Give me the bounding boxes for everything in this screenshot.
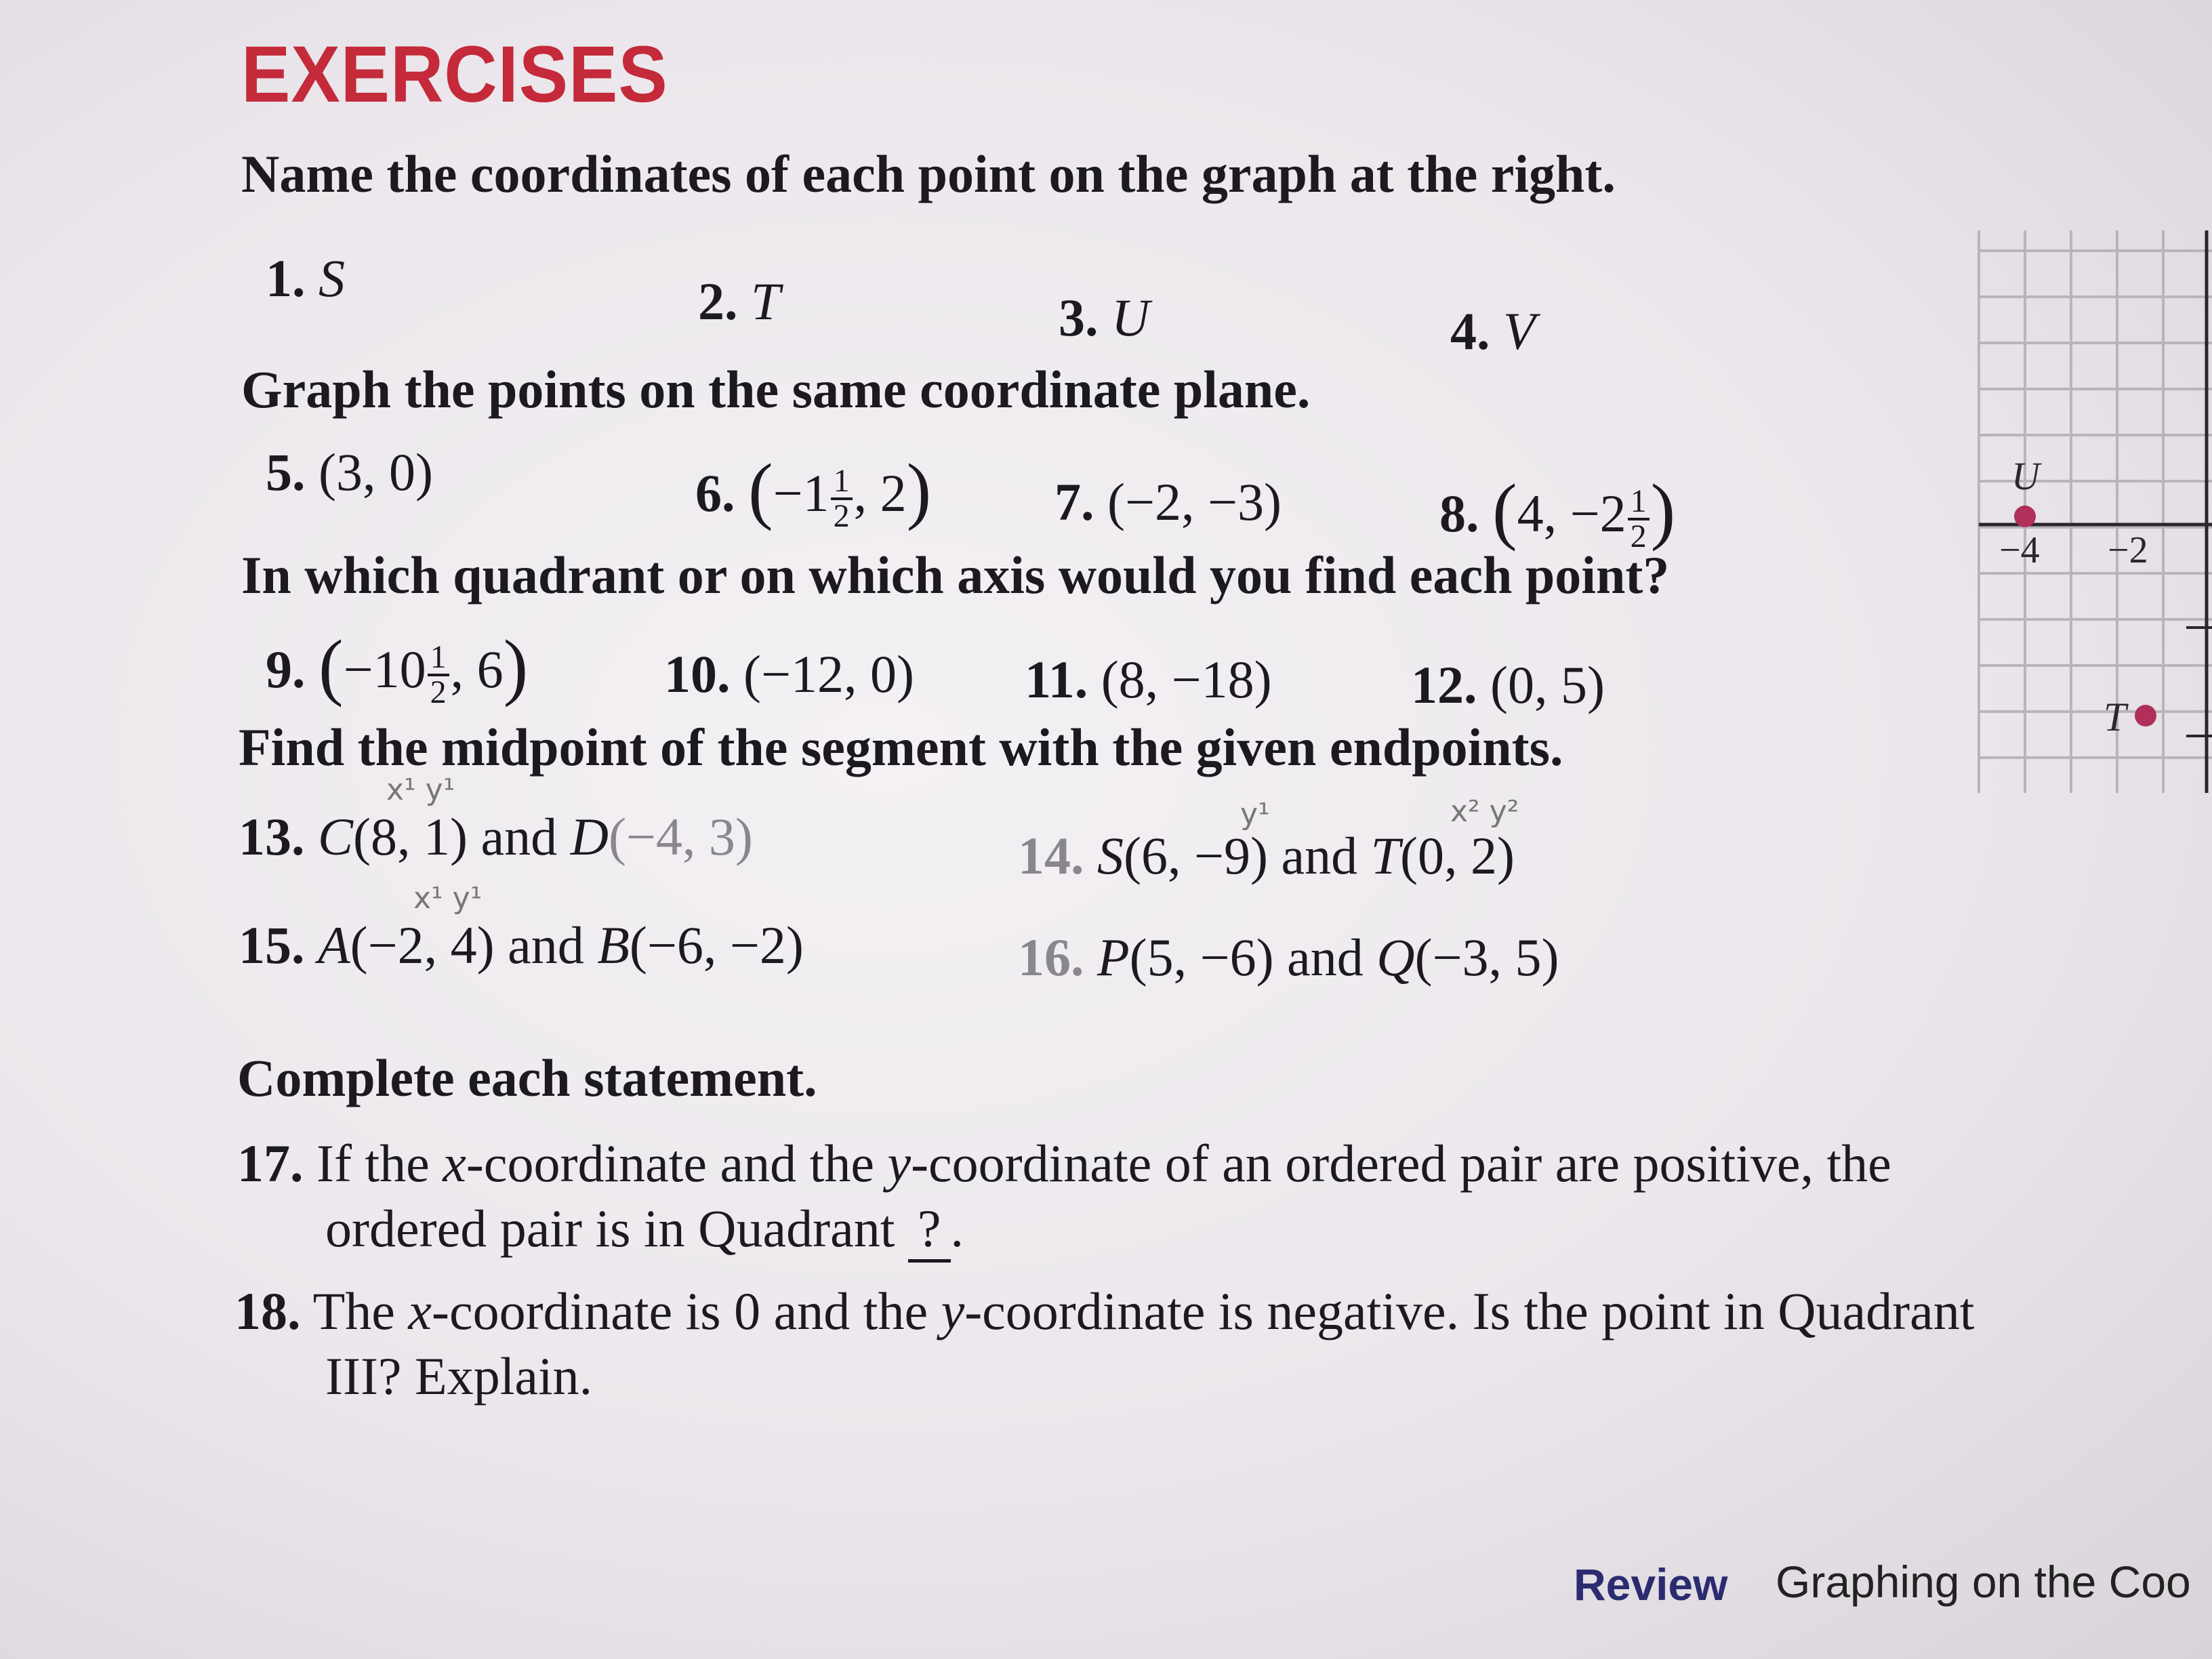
point-label: S (319, 249, 345, 308)
instruction-quadrant: In which quadrant or on which axis would you find each point? (241, 546, 1670, 605)
close-paren: ) (906, 449, 932, 531)
whole-part: −10 (343, 640, 426, 699)
coordinate-grid (1965, 224, 2212, 820)
answer-blank: ? (908, 1198, 951, 1263)
exercise-number: 1. (266, 249, 306, 308)
ordered-pair: (−2, −3) (1107, 472, 1282, 531)
statement-text: -coordinate of an ordered pair are positive, the (911, 1134, 1891, 1193)
endpoint-label: P (1097, 928, 1130, 987)
endpoint-coords: (−2, 4) (350, 916, 495, 975)
endpoint-label: S (1097, 826, 1124, 885)
connector-word: and (508, 916, 584, 975)
exercise-number: 10. (664, 644, 731, 703)
fraction-numerator: 1 (831, 465, 853, 500)
endpoint-coords: (0, 2) (1399, 826, 1515, 885)
footer-chapter-title: Graphing on the Coo (1776, 1557, 2191, 1607)
exercise-number: 9. (266, 640, 306, 699)
endpoint-coords: (8, 1) (353, 807, 468, 866)
close-paren: ) (503, 625, 529, 708)
exercise-9 (266, 623, 528, 710)
ordered-pair: (8, −18) (1101, 650, 1272, 709)
exercise-11 (1025, 649, 1272, 710)
fraction (1628, 485, 1650, 553)
pencil-mark: x¹ y¹ (386, 773, 455, 807)
point-t (2135, 705, 2156, 726)
exercise-16 (1018, 927, 1559, 988)
fraction (831, 465, 853, 533)
statement-variable: y (887, 1134, 912, 1193)
fraction-denominator: 2 (1630, 518, 1647, 555)
statement-variable: y (941, 1282, 965, 1340)
exercise-5 (266, 442, 433, 503)
endpoint-label: Q (1376, 928, 1415, 987)
endpoint-label: T (1370, 826, 1400, 885)
exercise-17-line-1 (237, 1133, 1891, 1194)
exercise-number: 8. (1439, 484, 1479, 543)
exercise-6 (695, 447, 931, 533)
statement-text: -coordinate and the (466, 1134, 888, 1193)
ordered-pair: (3, 0) (319, 443, 433, 501)
instruction-midpoint: Find the midpoint of the segment with the given endpoints. (239, 718, 1563, 777)
exercise-15 (239, 915, 804, 976)
exercise-number: 11. (1025, 650, 1088, 709)
endpoint-label: D (570, 807, 609, 866)
footer-review-label: Review (1574, 1559, 1728, 1610)
exercise-4 (1450, 301, 1536, 362)
endpoint-coords: (−4, 3) (608, 807, 753, 866)
statement-variable: x (408, 1282, 432, 1340)
endpoint-label: B (597, 916, 630, 975)
exercise-number: 4. (1450, 302, 1490, 361)
pencil-mark: y¹ (1240, 797, 1270, 832)
point-label: V (1503, 302, 1536, 361)
open-paren: ( (319, 625, 344, 708)
open-paren: ( (748, 449, 773, 531)
statement-text: ordered pair is in Quadrant (325, 1199, 908, 1258)
exercises-title: EXERCISES (241, 30, 668, 119)
exercise-number: 17. (237, 1134, 304, 1193)
endpoint-coords: (−6, −2) (629, 916, 804, 975)
exercise-2 (698, 271, 780, 332)
statement-text: . (950, 1199, 964, 1258)
ordered-pair: (0, 5) (1490, 655, 1605, 714)
exercise-14 (1018, 825, 1515, 886)
connector-word: and (480, 807, 558, 866)
exercise-8 (1439, 468, 1675, 554)
fraction (428, 641, 449, 709)
exercise-number: 15. (239, 916, 305, 975)
exercise-10 (664, 644, 914, 705)
connector-word: and (1281, 826, 1358, 885)
statement-variable: x (443, 1134, 466, 1193)
exercise-number: 3. (1059, 288, 1099, 347)
exercise-3 (1059, 287, 1149, 348)
exercise-number: 12. (1411, 655, 1477, 714)
statement-text: If the (316, 1134, 443, 1193)
statement-text: III? Explain. (325, 1347, 593, 1406)
point-u (2014, 506, 2036, 527)
statement-text: The (312, 1282, 409, 1340)
endpoint-label: A (318, 916, 350, 975)
endpoint-coords: (5, −6) (1129, 928, 1274, 987)
instruction-name-coordinates: Name the coordinates of each point on the graph at the right. (241, 144, 1616, 203)
exercise-13 (239, 806, 753, 867)
rest-of-pair: , 6 (450, 640, 504, 699)
connector-word: and (1287, 928, 1364, 987)
ordered-pair: (−12, 0) (743, 644, 914, 703)
point-t-label: T (2104, 695, 2127, 739)
exercise-number: 6. (695, 464, 735, 523)
statement-text: -coordinate is 0 and the (431, 1282, 941, 1340)
statement-text: -coordinate is negative. Is the point in Quadrant (964, 1282, 1975, 1340)
exercise-number: 14. (1018, 826, 1084, 885)
grid-lines (1979, 230, 2212, 793)
open-paren: ( (1492, 469, 1517, 552)
rest-of-pair: , 2 (853, 464, 907, 523)
tick-label-minus-2: −2 (2108, 529, 2148, 571)
endpoint-coords: (−3, 5) (1414, 928, 1559, 987)
exercise-1 (266, 248, 345, 309)
fraction-denominator: 2 (430, 674, 447, 711)
pencil-mark: x² y² (1450, 794, 1519, 829)
exercise-number: 7. (1054, 472, 1094, 531)
endpoint-label: C (318, 807, 354, 866)
pencil-mark: x¹ y¹ (413, 881, 483, 916)
exercise-number: 13. (239, 807, 305, 866)
point-label: T (751, 272, 781, 331)
point-u-label: U (2011, 454, 2040, 498)
exercise-number: 18. (234, 1282, 301, 1340)
point-label: U (1111, 288, 1150, 347)
exercise-18-line-2 (325, 1346, 592, 1407)
exercise-18-line-1 (234, 1281, 1974, 1342)
whole-part: −1 (773, 464, 830, 523)
fraction-numerator: 1 (1628, 485, 1650, 520)
close-paren: ) (1650, 469, 1676, 552)
instruction-complete: Complete each statement. (237, 1048, 817, 1107)
exercise-12 (1411, 655, 1605, 716)
exercise-number: 2. (698, 272, 738, 331)
exercise-7 (1054, 472, 1282, 533)
whole-part: 4, −2 (1517, 484, 1626, 543)
exercise-number: 5. (266, 443, 306, 501)
exercise-17-line-2 (325, 1198, 964, 1263)
exercise-number: 16. (1018, 928, 1084, 987)
tick-label-minus-4: −4 (1999, 529, 2040, 571)
instruction-graph-points: Graph the points on the same coordinate plane. (241, 360, 1311, 419)
endpoint-coords: (6, −9) (1124, 826, 1268, 885)
fraction-denominator: 2 (833, 498, 850, 535)
fraction-numerator: 1 (428, 641, 449, 676)
